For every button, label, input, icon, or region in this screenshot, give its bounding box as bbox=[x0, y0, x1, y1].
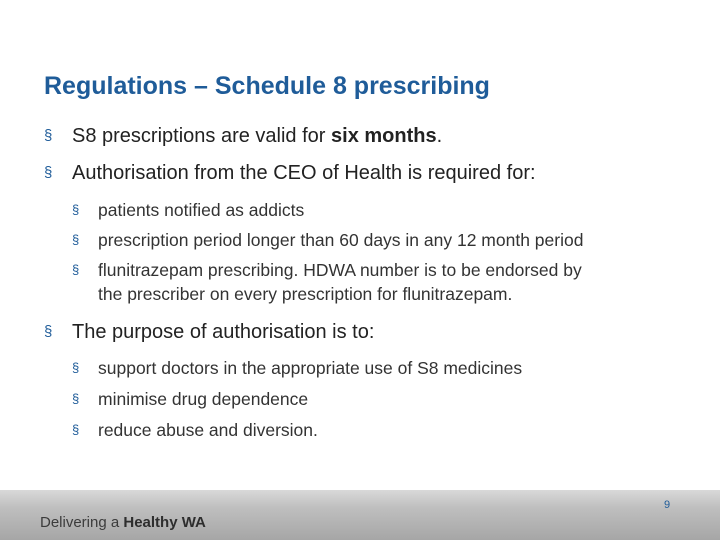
footer-tagline-text: Delivering a bbox=[40, 514, 124, 531]
bullet-text-end: . bbox=[436, 125, 443, 147]
sub-bullet-item bbox=[72, 228, 712, 252]
bullet-item-authorisation bbox=[44, 159, 714, 187]
footer-band bbox=[0, 490, 720, 540]
slide-title: Regulations – Schedule 8 prescribing bbox=[44, 72, 490, 100]
bullet-item-purpose bbox=[44, 318, 714, 346]
sub-bullet-marker: § bbox=[72, 262, 80, 277]
footer-tagline bbox=[40, 514, 206, 531]
bullet-text: Authorisation from the CEO of Health is required for: bbox=[72, 162, 536, 184]
bullet-emphasis: six months bbox=[331, 125, 437, 147]
bullet-marker: § bbox=[44, 164, 53, 181]
bullet-marker: § bbox=[44, 323, 53, 340]
sub-bullet-marker: § bbox=[72, 232, 80, 247]
bullet-text: S8 prescriptions are valid for bbox=[72, 125, 332, 147]
sub-bullet-text: support doctors in the appropriate use of S8 medicines bbox=[98, 358, 523, 378]
sub-bullet-item bbox=[72, 387, 712, 411]
bullet-text: The purpose of authorisation is to: bbox=[72, 321, 375, 343]
sub-bullet-item bbox=[72, 418, 712, 442]
sub-bullet-text: flunitrazepam prescribing. HDWA number is to be endorsed by bbox=[98, 260, 582, 280]
footer-tagline-bold: Healthy WA bbox=[123, 514, 206, 531]
sub-bullet-marker: § bbox=[72, 391, 80, 406]
sub-bullet-text-continued: the prescriber on every prescription for flunitrazepam. bbox=[98, 284, 513, 304]
bullet-item-validity bbox=[44, 122, 714, 150]
sub-bullet-item bbox=[72, 198, 712, 222]
sub-bullet-text: patients notified as addicts bbox=[98, 200, 305, 220]
sub-bullet-marker: § bbox=[72, 360, 80, 375]
bullet-marker: § bbox=[44, 127, 53, 144]
sub-bullet-text: prescription period longer than 60 days in any 12 month period bbox=[98, 230, 584, 250]
sub-bullet-item bbox=[72, 258, 712, 306]
page-number: 9 bbox=[664, 499, 671, 511]
sub-bullet-marker: § bbox=[72, 422, 80, 437]
sub-bullet-marker: § bbox=[72, 202, 80, 217]
sub-bullet-item bbox=[72, 356, 712, 380]
sub-bullet-text: minimise drug dependence bbox=[98, 389, 309, 409]
sub-bullet-text: reduce abuse and diversion. bbox=[98, 420, 318, 440]
